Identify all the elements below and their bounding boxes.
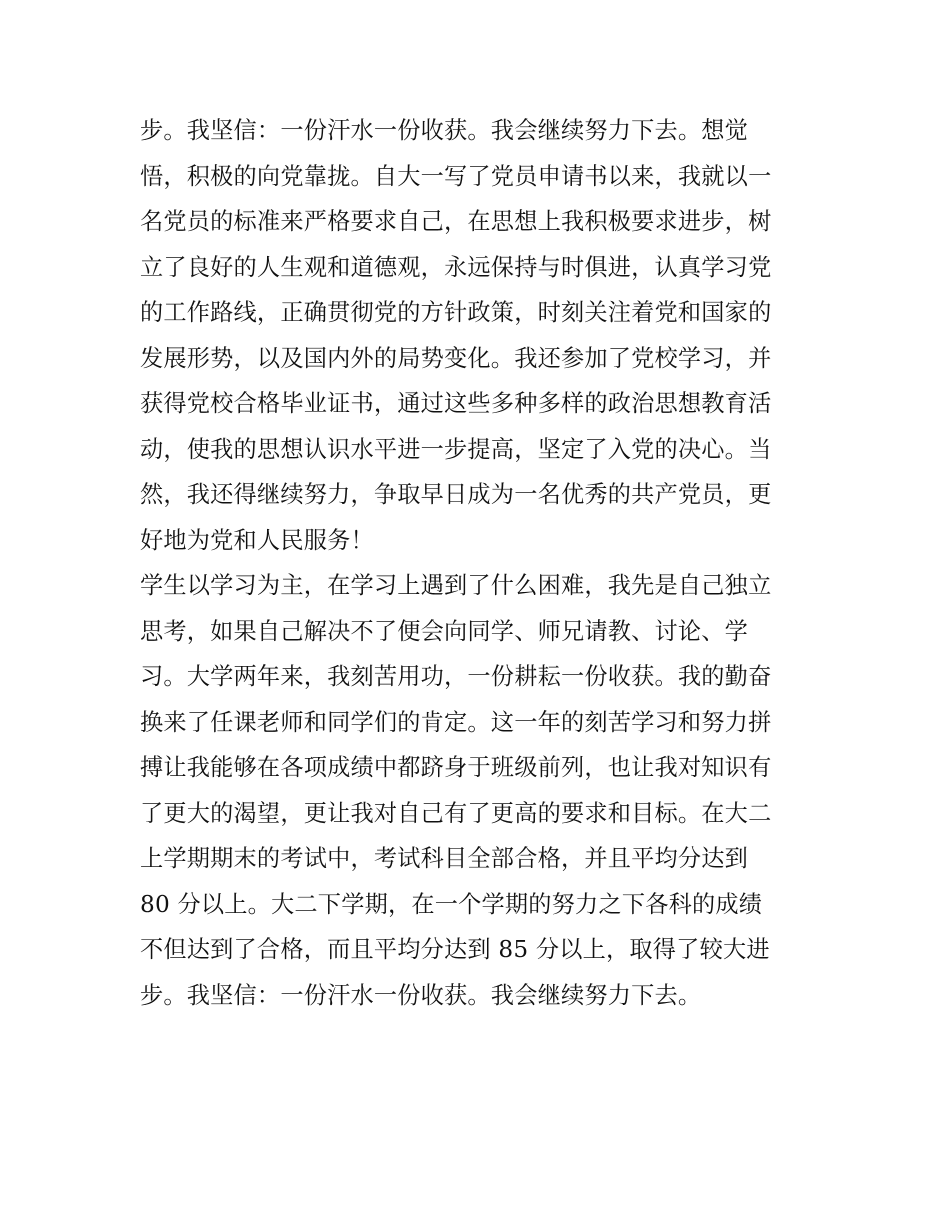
text-line: 动，使我的思想认识水平进一步提高，坚定了入党的决心。当 xyxy=(140,435,772,463)
text-line: 悟，积极的向党靠拢。自大一写了党员申请书以来，我就以一 xyxy=(140,162,772,190)
text-line: 换来了任课老师和同学们的肯定。这一年的刻苦学习和努力拼 xyxy=(140,708,772,736)
text-line: 不但达到了合格，而且平均分达到 85 分以上，取得了较大进 xyxy=(140,936,770,963)
text-line: 步。我坚信：一份汗水一份收获。我会继续努力下去。 xyxy=(140,981,702,1009)
text-line: 习。大学两年来，我刻苦用功，一份耕耘一份收获。我的勤奋 xyxy=(140,663,772,690)
text-line: 学生以学习为主，在学习上遇到了什么困难，我先是自己独立 xyxy=(140,572,772,599)
text-line: 发展形势，以及国内外的局势变化。我还参加了党校学习，并 xyxy=(140,344,772,372)
text-line: 步。我坚信：一份汗水一份收获。我会继续努力下去。想觉 xyxy=(140,117,749,144)
text-line: 立了良好的人生观和道德观，永远保持与时俱进，认真学习党 xyxy=(140,253,772,281)
text-line: 搏让我能够在各项成绩中都跻身于班级前列，也让我对知识有 xyxy=(140,754,772,781)
text-line: 获得党校合格毕业证书，通过这些多种多样的政治思想教育活 xyxy=(140,390,772,417)
text-line: 思考，如果自己解决不了便会向同学、师兄请教、讨论、学 xyxy=(140,617,749,645)
text-line: 80 分以上。大二下学期，在一个学期的努力之下各科的成绩 xyxy=(140,890,763,918)
text-line: 了更大的渴望，更让我对自己有了更高的要求和目标。在大二 xyxy=(140,799,772,827)
text-line: 好地为党和人民服务！ xyxy=(140,526,374,554)
body-text xyxy=(140,108,812,1018)
text-line: 名党员的标准来严格要求自己，在思想上我积极要求进步，树 xyxy=(140,208,772,235)
text-line: 然，我还得继续努力，争取早日成为一名优秀的共产党员，更 xyxy=(140,481,772,508)
text-line: 上学期期末的考试中，考试科目全部合格，并且平均分达到 xyxy=(140,845,749,872)
text-line: 的工作路线，正确贯彻党的方针政策，时刻关注着党和国家的 xyxy=(140,299,772,326)
